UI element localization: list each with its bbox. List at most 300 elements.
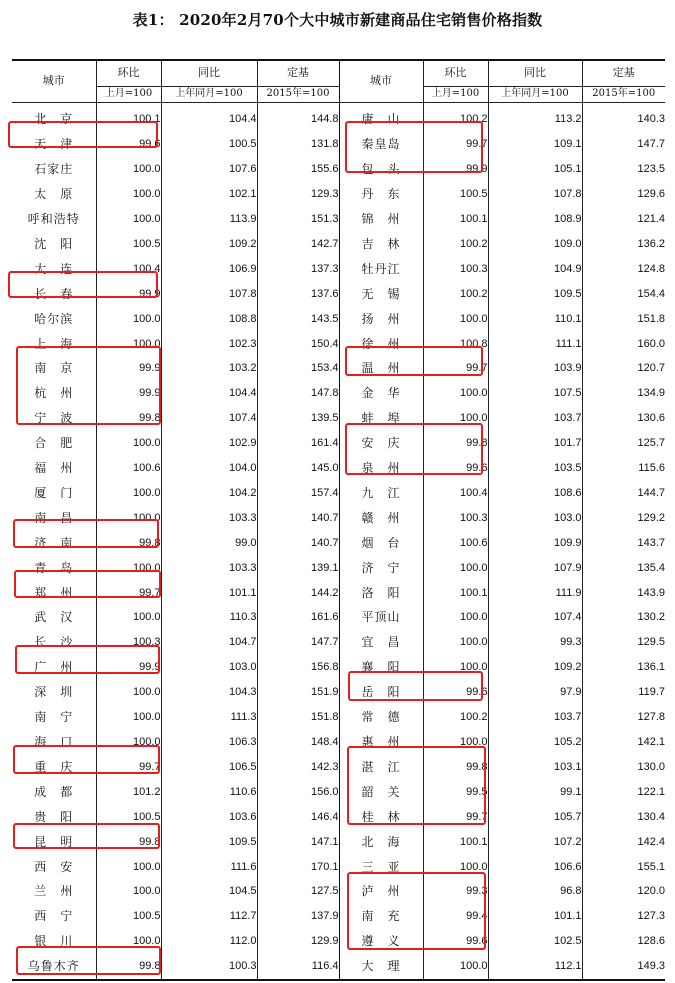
mom-value: 99.9 xyxy=(96,356,161,381)
header-mom-sub: 上月=100 xyxy=(96,86,161,102)
city-name: 宁 波 xyxy=(34,411,74,426)
mom-value: 100.1 xyxy=(423,829,488,854)
yoy-value: 107.8 xyxy=(161,281,257,306)
yoy-value: 103.5 xyxy=(488,456,582,481)
city-name: 贵 阳 xyxy=(34,809,74,824)
base-value: 170.1 xyxy=(257,854,339,879)
header-mom-right: 环比 xyxy=(423,60,488,86)
table-row xyxy=(12,954,665,980)
city-name: 桂 林 xyxy=(339,804,423,829)
mom-value: 99.7 xyxy=(96,754,161,779)
city-name: 兰 州 xyxy=(34,884,74,899)
yoy-value: 110.1 xyxy=(488,306,582,331)
table-row xyxy=(12,754,665,779)
city-name: 银 川 xyxy=(34,934,74,949)
header-yoy: 同比 xyxy=(161,60,257,86)
mom-value: 100.0 xyxy=(96,705,161,730)
city-name: 赣 州 xyxy=(339,505,423,530)
table-row xyxy=(12,231,665,256)
table-row xyxy=(12,929,665,954)
yoy-value: 111.1 xyxy=(488,331,582,356)
base-value: 160.0 xyxy=(582,331,665,356)
base-value: 129.2 xyxy=(582,505,665,530)
mom-value: 99.4 xyxy=(423,904,488,929)
table-row xyxy=(12,555,665,580)
yoy-value: 106.9 xyxy=(161,256,257,281)
mom-value: 99.9 xyxy=(96,281,161,306)
yoy-value: 99.1 xyxy=(488,779,582,804)
mom-value: 100.0 xyxy=(96,157,161,182)
yoy-value: 104.4 xyxy=(161,381,257,406)
mom-value: 100.2 xyxy=(423,102,488,131)
table-row xyxy=(12,505,665,530)
table-row xyxy=(12,102,665,131)
yoy-value: 102.1 xyxy=(161,182,257,207)
mom-value: 100.5 xyxy=(96,904,161,929)
header-base: 定基 xyxy=(257,60,339,86)
table-row xyxy=(12,306,665,331)
mom-value: 100.0 xyxy=(96,182,161,207)
city-name: 常 德 xyxy=(339,705,423,730)
city-name: 遵 义 xyxy=(339,929,423,954)
city-name: 武 汉 xyxy=(34,610,74,625)
table-row xyxy=(12,605,665,630)
mom-value: 100.0 xyxy=(96,680,161,705)
mom-value: 100.5 xyxy=(96,804,161,829)
mom-value: 100.3 xyxy=(423,505,488,530)
city-name: 湛 江 xyxy=(339,754,423,779)
yoy-value: 100.5 xyxy=(161,132,257,157)
city-name: 南 宁 xyxy=(34,710,74,725)
mom-value: 100.0 xyxy=(96,730,161,755)
base-value: 127.8 xyxy=(582,705,665,730)
base-value: 144.7 xyxy=(582,481,665,506)
yoy-value: 109.2 xyxy=(488,655,582,680)
city-name: 昆 明 xyxy=(34,834,74,849)
mom-value: 100.8 xyxy=(423,331,488,356)
header-mom-sub-right: 上月=100 xyxy=(423,86,488,102)
city-name: 厦 门 xyxy=(34,485,74,500)
yoy-value: 112.7 xyxy=(161,904,257,929)
base-value: 129.6 xyxy=(582,182,665,207)
mom-value: 100.3 xyxy=(423,256,488,281)
city-name: 太 原 xyxy=(34,187,74,202)
city-name: 北 海 xyxy=(339,829,423,854)
base-value: 130.4 xyxy=(582,804,665,829)
base-value: 129.5 xyxy=(582,630,665,655)
table-row xyxy=(12,879,665,904)
mom-value: 99.6 xyxy=(423,456,488,481)
base-value: 140.7 xyxy=(257,530,339,555)
table-row xyxy=(12,481,665,506)
yoy-value: 106.3 xyxy=(161,730,257,755)
city-name: 杭 州 xyxy=(34,386,74,401)
mom-value: 100.0 xyxy=(96,854,161,879)
table-body xyxy=(12,102,665,979)
header-yoy-sub-right: 上年同月=100 xyxy=(488,86,582,102)
mom-value: 100.3 xyxy=(96,630,161,655)
mom-value: 100.2 xyxy=(423,231,488,256)
yoy-value: 113.9 xyxy=(161,207,257,232)
mom-value: 100.0 xyxy=(96,481,161,506)
mom-value: 100.0 xyxy=(423,854,488,879)
yoy-value: 102.3 xyxy=(161,331,257,356)
city-name: 襄 阳 xyxy=(339,655,423,680)
city-name: 合 肥 xyxy=(34,436,74,451)
yoy-value: 107.2 xyxy=(488,829,582,854)
table-row xyxy=(12,381,665,406)
table-row xyxy=(12,804,665,829)
base-value: 147.7 xyxy=(257,630,339,655)
mom-value: 99.7 xyxy=(423,356,488,381)
base-value: 151.8 xyxy=(582,306,665,331)
city-name: 大 连 xyxy=(34,261,74,276)
table-row xyxy=(12,630,665,655)
mom-value: 100.2 xyxy=(423,705,488,730)
mom-value: 99.8 xyxy=(423,754,488,779)
yoy-value: 107.4 xyxy=(488,605,582,630)
city-name: 吉 林 xyxy=(339,231,423,256)
mom-value: 99.7 xyxy=(96,580,161,605)
yoy-value: 107.9 xyxy=(488,555,582,580)
city-name: 南 充 xyxy=(339,904,423,929)
city-name: 锦 州 xyxy=(339,207,423,232)
base-value: 142.3 xyxy=(257,754,339,779)
city-name: 平顶山 xyxy=(339,605,423,630)
base-value: 151.8 xyxy=(257,705,339,730)
yoy-value: 103.7 xyxy=(488,406,582,431)
city-name: 郑 州 xyxy=(34,585,74,600)
base-value: 161.6 xyxy=(257,605,339,630)
table-row xyxy=(12,281,665,306)
yoy-value: 108.6 xyxy=(488,481,582,506)
mom-value: 100.0 xyxy=(96,555,161,580)
yoy-value: 109.1 xyxy=(488,132,582,157)
mom-value: 100.4 xyxy=(423,481,488,506)
yoy-value: 104.5 xyxy=(161,879,257,904)
base-value: 137.3 xyxy=(257,256,339,281)
base-value: 136.1 xyxy=(582,655,665,680)
yoy-value: 108.9 xyxy=(488,207,582,232)
city-name: 惠 州 xyxy=(339,730,423,755)
city-name: 天 津 xyxy=(34,137,74,152)
mom-value: 99.8 xyxy=(423,431,488,456)
city-name: 泉 州 xyxy=(339,456,423,481)
base-value: 142.1 xyxy=(582,730,665,755)
yoy-value: 110.6 xyxy=(161,779,257,804)
base-value: 128.6 xyxy=(582,929,665,954)
city-name: 沈 阳 xyxy=(34,236,74,251)
city-name: 九 江 xyxy=(339,481,423,506)
base-value: 140.3 xyxy=(582,102,665,131)
table-row xyxy=(12,406,665,431)
city-name: 唐 山 xyxy=(339,102,423,131)
city-name: 徐 州 xyxy=(339,331,423,356)
mom-value: 100.0 xyxy=(96,207,161,232)
mom-value: 100.0 xyxy=(423,605,488,630)
table-row xyxy=(12,456,665,481)
table-row xyxy=(12,580,665,605)
table-row xyxy=(12,730,665,755)
mom-value: 100.6 xyxy=(96,456,161,481)
base-value: 151.9 xyxy=(257,680,339,705)
yoy-value: 111.6 xyxy=(161,854,257,879)
yoy-value: 104.0 xyxy=(161,456,257,481)
table-row xyxy=(12,680,665,705)
mom-value: 100.1 xyxy=(96,102,161,131)
city-name: 上 海 xyxy=(34,336,74,351)
header-mom: 环比 xyxy=(96,60,161,86)
mom-value: 100.0 xyxy=(423,555,488,580)
city-name: 洛 阳 xyxy=(339,580,423,605)
yoy-value: 101.7 xyxy=(488,431,582,456)
table-row xyxy=(12,431,665,456)
yoy-value: 102.9 xyxy=(161,431,257,456)
mom-value: 100.0 xyxy=(423,306,488,331)
base-value: 154.4 xyxy=(582,281,665,306)
mom-value: 99.6 xyxy=(423,680,488,705)
yoy-value: 103.3 xyxy=(161,555,257,580)
city-name: 重 庆 xyxy=(34,759,74,774)
city-name: 南 京 xyxy=(34,361,74,376)
mom-value: 99.3 xyxy=(423,879,488,904)
base-value: 139.1 xyxy=(257,555,339,580)
city-name: 安 庆 xyxy=(339,431,423,456)
yoy-value: 103.2 xyxy=(161,356,257,381)
base-value: 150.4 xyxy=(257,331,339,356)
mom-value: 100.0 xyxy=(96,505,161,530)
yoy-value: 103.1 xyxy=(488,754,582,779)
base-value: 142.7 xyxy=(257,231,339,256)
city-name: 温 州 xyxy=(339,356,423,381)
base-value: 131.8 xyxy=(257,132,339,157)
base-value: 137.6 xyxy=(257,281,339,306)
base-value: 122.1 xyxy=(582,779,665,804)
city-name: 成 都 xyxy=(34,784,74,799)
yoy-value: 109.0 xyxy=(488,231,582,256)
yoy-value: 106.5 xyxy=(161,754,257,779)
city-name: 泸 州 xyxy=(339,879,423,904)
mom-value: 100.0 xyxy=(423,630,488,655)
city-name: 呼和浩特 xyxy=(27,211,80,226)
mom-value: 100.2 xyxy=(423,281,488,306)
yoy-value: 104.2 xyxy=(161,481,257,506)
base-value: 157.4 xyxy=(257,481,339,506)
base-value: 134.9 xyxy=(582,381,665,406)
city-name: 济 宁 xyxy=(339,555,423,580)
city-name: 福 州 xyxy=(34,461,74,476)
base-value: 120.7 xyxy=(582,356,665,381)
city-name: 三 亚 xyxy=(339,854,423,879)
mom-value: 100.0 xyxy=(96,431,161,456)
yoy-value: 107.6 xyxy=(161,157,257,182)
yoy-value: 103.6 xyxy=(161,804,257,829)
city-name: 韶 关 xyxy=(339,779,423,804)
header-base-sub-right: 2015年=100 xyxy=(582,86,665,102)
base-value: 148.4 xyxy=(257,730,339,755)
city-name: 包 头 xyxy=(339,157,423,182)
header-base-right: 定基 xyxy=(582,60,665,86)
city-name: 海 口 xyxy=(34,735,74,750)
yoy-value: 109.2 xyxy=(161,231,257,256)
base-value: 143.9 xyxy=(582,580,665,605)
mom-value: 99.9 xyxy=(96,381,161,406)
base-value: 116.4 xyxy=(257,954,339,980)
base-value: 144.2 xyxy=(257,580,339,605)
table-row xyxy=(12,779,665,804)
base-value: 135.4 xyxy=(582,555,665,580)
base-value: 123.5 xyxy=(582,157,665,182)
yoy-value: 112.0 xyxy=(161,929,257,954)
yoy-value: 107.5 xyxy=(488,381,582,406)
yoy-value: 104.4 xyxy=(161,102,257,131)
mom-value: 100.0 xyxy=(423,406,488,431)
table-row xyxy=(12,854,665,879)
mom-value: 99.5 xyxy=(423,779,488,804)
base-value: 140.7 xyxy=(257,505,339,530)
yoy-value: 111.9 xyxy=(488,580,582,605)
base-value: 137.9 xyxy=(257,904,339,929)
mom-value: 100.0 xyxy=(96,929,161,954)
yoy-value: 103.7 xyxy=(488,705,582,730)
table-row xyxy=(12,904,665,929)
yoy-value: 105.7 xyxy=(488,804,582,829)
base-value: 149.3 xyxy=(582,954,665,980)
mom-value: 100.0 xyxy=(423,381,488,406)
mom-value: 100.0 xyxy=(96,306,161,331)
yoy-value: 110.3 xyxy=(161,605,257,630)
table-row xyxy=(12,829,665,854)
table-row xyxy=(12,157,665,182)
city-name: 济 南 xyxy=(34,535,74,550)
base-value: 151.3 xyxy=(257,207,339,232)
base-value: 129.3 xyxy=(257,182,339,207)
header-yoy-right: 同比 xyxy=(488,60,582,86)
city-name: 宜 昌 xyxy=(339,630,423,655)
mom-value: 100.4 xyxy=(96,256,161,281)
base-value: 130.0 xyxy=(582,754,665,779)
mom-value: 99.8 xyxy=(96,954,161,980)
base-value: 153.4 xyxy=(257,356,339,381)
yoy-value: 100.3 xyxy=(161,954,257,980)
table-row xyxy=(12,530,665,555)
yoy-value: 109.9 xyxy=(488,530,582,555)
yoy-value: 103.0 xyxy=(161,655,257,680)
base-value: 115.6 xyxy=(582,456,665,481)
yoy-value: 102.5 xyxy=(488,929,582,954)
yoy-value: 103.0 xyxy=(488,505,582,530)
city-name: 青 岛 xyxy=(34,560,74,575)
base-value: 127.3 xyxy=(582,904,665,929)
base-value: 144.8 xyxy=(257,102,339,131)
table-row xyxy=(12,356,665,381)
yoy-value: 106.6 xyxy=(488,854,582,879)
yoy-value: 108.8 xyxy=(161,306,257,331)
base-value: 147.8 xyxy=(257,381,339,406)
yoy-value: 104.3 xyxy=(161,680,257,705)
mom-value: 99.9 xyxy=(423,157,488,182)
mom-value: 100.1 xyxy=(423,207,488,232)
base-value: 156.0 xyxy=(257,779,339,804)
mom-value: 100.0 xyxy=(423,655,488,680)
city-name: 丹 东 xyxy=(339,182,423,207)
mom-value: 99.6 xyxy=(96,132,161,157)
table-row xyxy=(12,705,665,730)
mom-value: 100.5 xyxy=(96,231,161,256)
base-value: 124.8 xyxy=(582,256,665,281)
yoy-value: 99.3 xyxy=(488,630,582,655)
city-name: 蚌 埠 xyxy=(339,406,423,431)
base-value: 142.4 xyxy=(582,829,665,854)
base-value: 125.7 xyxy=(582,431,665,456)
base-value: 139.5 xyxy=(257,406,339,431)
yoy-value: 112.1 xyxy=(488,954,582,980)
yoy-value: 97.9 xyxy=(488,680,582,705)
base-value: 143.7 xyxy=(582,530,665,555)
yoy-value: 107.8 xyxy=(488,182,582,207)
city-name: 北 京 xyxy=(34,112,74,127)
mom-value: 100.5 xyxy=(423,182,488,207)
base-value: 143.5 xyxy=(257,306,339,331)
city-name: 西 宁 xyxy=(34,909,74,924)
header-base-sub: 2015年=100 xyxy=(257,86,339,102)
table-title: 表1： 2020年2月70个大中城市新建商品住宅销售价格指数 xyxy=(132,11,543,29)
base-value: 129.9 xyxy=(257,929,339,954)
yoy-value: 105.2 xyxy=(488,730,582,755)
mom-value: 100.0 xyxy=(96,605,161,630)
yoy-value: 104.7 xyxy=(161,630,257,655)
city-name: 大 理 xyxy=(339,954,423,980)
base-value: 155.1 xyxy=(582,854,665,879)
base-value: 119.7 xyxy=(582,680,665,705)
city-name: 岳 阳 xyxy=(339,680,423,705)
city-name: 石家庄 xyxy=(34,162,74,177)
yoy-value: 96.8 xyxy=(488,879,582,904)
mom-value: 100.1 xyxy=(423,580,488,605)
city-name: 广 州 xyxy=(34,660,74,675)
base-value: 120.0 xyxy=(582,879,665,904)
city-name: 深 圳 xyxy=(34,685,74,700)
city-name: 乌鲁木齐 xyxy=(27,959,80,974)
mom-value: 100.0 xyxy=(423,730,488,755)
city-name: 哈尔滨 xyxy=(34,311,74,326)
mom-value: 99.8 xyxy=(96,530,161,555)
base-value: 121.4 xyxy=(582,207,665,232)
mom-value: 100.0 xyxy=(96,331,161,356)
yoy-value: 101.1 xyxy=(488,904,582,929)
yoy-value: 107.4 xyxy=(161,406,257,431)
base-value: 156.8 xyxy=(257,655,339,680)
mom-value: 99.8 xyxy=(96,829,161,854)
base-value: 161.4 xyxy=(257,431,339,456)
mom-value: 99.6 xyxy=(423,929,488,954)
yoy-value: 104.9 xyxy=(488,256,582,281)
yoy-value: 111.3 xyxy=(161,705,257,730)
mom-value: 99.7 xyxy=(423,132,488,157)
yoy-value: 113.2 xyxy=(488,102,582,131)
yoy-value: 109.5 xyxy=(161,829,257,854)
city-name: 牡丹江 xyxy=(339,256,423,281)
price-index-table xyxy=(12,59,665,981)
base-value: 145.0 xyxy=(257,456,339,481)
base-value: 127.5 xyxy=(257,879,339,904)
table-row xyxy=(12,256,665,281)
yoy-value: 109.5 xyxy=(488,281,582,306)
city-name: 长 春 xyxy=(34,286,74,301)
base-value: 136.2 xyxy=(582,231,665,256)
mom-value: 100.0 xyxy=(423,954,488,980)
mom-value: 99.9 xyxy=(96,655,161,680)
